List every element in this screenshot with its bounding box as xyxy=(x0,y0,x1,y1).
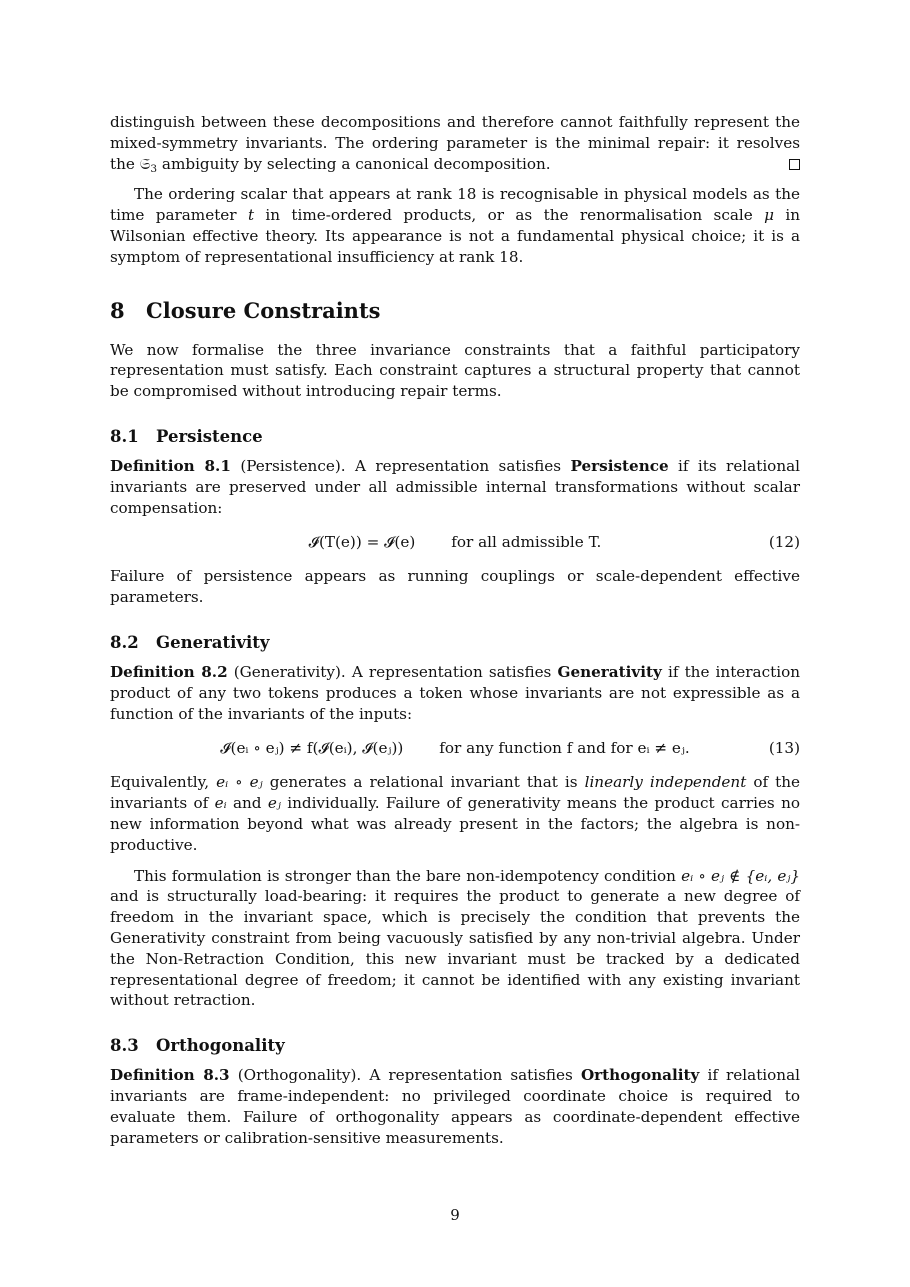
definition-generativity: Definition 8.2 (Generativity). A representation satisfies Generativity if the interaction product of any two tokens produces a token whose invariants are not expressible as a function of the invariants of the inputs: xyxy=(110,662,800,723)
subsection-heading-generativity: 8.2 Generativity xyxy=(110,632,270,652)
definition-persistence: Definition 8.1 (Persistence). A representation satisfies Persistence if its relational invariants are preserved under all admissible internal transformations without scalar compensation: xyxy=(110,456,801,517)
definition-orthogonality: Definition 8.3 (Orthogonality). A representation satisfies Orthogonality if relational invariants are frame-independent: no privileged coordinate choice is required to evaluate them. Failure of orthogonality appears as coordinate-dependent effective parameters or calibration-sensitive measurements. xyxy=(110,1066,800,1147)
intro-paragraph-1: distinguish between these decompositions and therefore cannot faithfully represent the mixed-symmetry invariants. The ordering parameter is the minimal repair: it resolves the 𝔖$_3$ ambiguity by selecting a canonical decomposition. xyxy=(110,113,800,175)
page-number: 9 xyxy=(450,1206,460,1224)
persistence-failure-note: Failure of persistence appears as running couplings or scale-dependent effective parameters. xyxy=(110,567,800,607)
generativity-formulation-paragraph: This formulation is stronger than the bare non-idempotency condition eᵢ ∘ eⱼ ∉ {eᵢ, eⱼ} and is structurally load-bearing: it requires the product to generate a new degree of freedom in the invariant space, which is precisely the condition that prevents the Generativity constraint from being vacuously satisfied by any non-trivial algebra. Under the Non-Retraction Condition, this new invariant must be tracked by a dedicated representational degree of freedom; it cannot be identified with any existing invariant without retraction. xyxy=(110,866,800,1010)
equation-13: 𝓘(eᵢ ∘ eⱼ) ≠ f(𝓘(eᵢ), 𝓘(eⱼ)) for any function f and for eᵢ ≠ eⱼ. (13) xyxy=(220,738,800,758)
equation-number: (13) xyxy=(768,739,800,758)
subsection-heading-persistence: 8.1 Persistence xyxy=(110,426,263,446)
qed-box-icon xyxy=(789,159,800,170)
section-intro: We now formalise the three invariance constraints that a faithful participatory representation must satisfy. Each constraint captures a structural property that cannot be compromised without introducing repair terms. xyxy=(110,340,800,401)
paper-page xyxy=(110,112,800,1148)
equation-number: (12) xyxy=(768,533,800,552)
symmetric-group-symbol: 𝔖$_3$ xyxy=(139,154,158,175)
equation-12: 𝓘(T(e)) = 𝓘(e) for all admissible T. (12) xyxy=(308,532,800,552)
section-heading: 8 Closure Constraints xyxy=(110,297,381,323)
subsection-heading-orthogonality: 8.3 Orthogonality xyxy=(110,1036,285,1056)
intro-paragraph-2: The ordering scalar that appears at rank 18 is recognisable in physical models as the time parameter t in time-ordered products, or as the renormalisation scale μ in Wilsonian effective theory. Its appearance is not a fundamental physical choice; it is a symptom of representational insufficiency at rank 18. xyxy=(110,185,801,266)
generativity-equivalence-paragraph: Equivalently, eᵢ ∘ eⱼ generates a relational invariant that is linearly independent of the invariants of eᵢ and eⱼ individually. Failure of generativity means the product carries no new information beyond what was already present in the factors; the algebra is non-productive. xyxy=(110,773,800,854)
